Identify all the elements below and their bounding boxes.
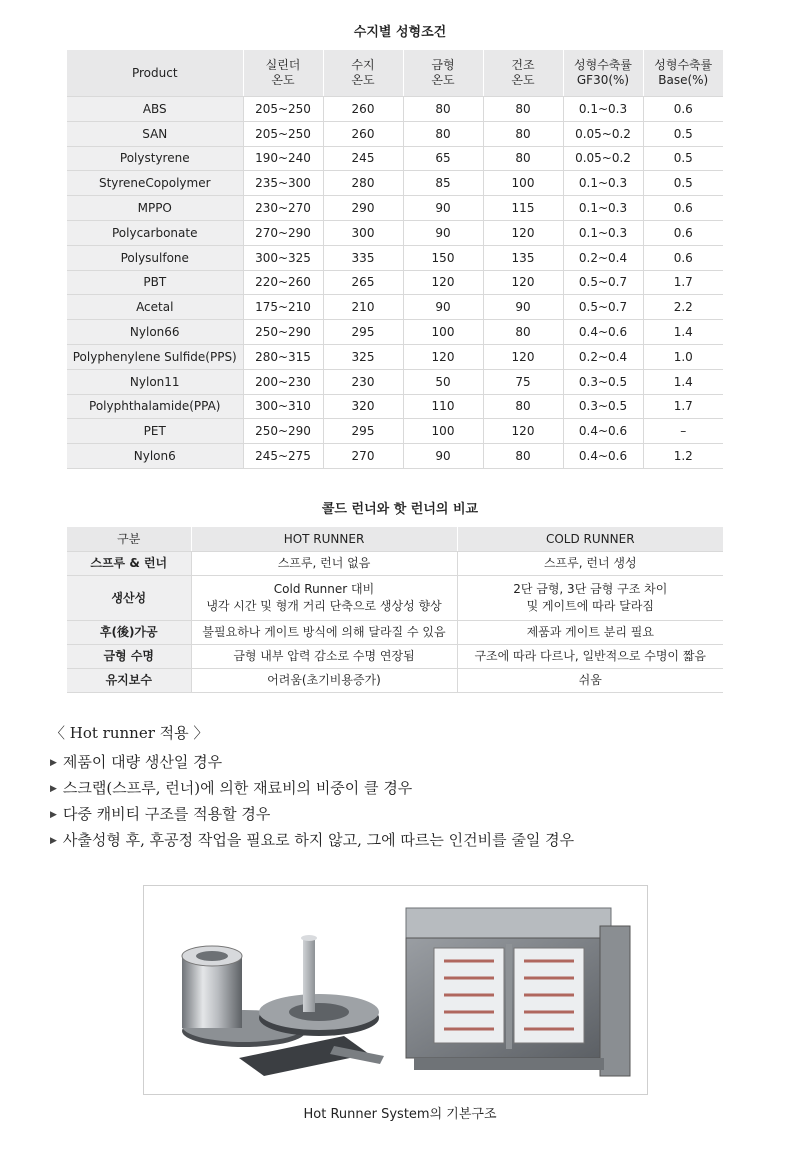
triangle-bullet-icon: ▶ — [50, 810, 57, 820]
table-row — [67, 444, 723, 469]
table-row — [67, 669, 723, 693]
cell-line: 스프루, 런너 생성 — [543, 556, 637, 570]
value-cell: 0.4~0.6 — [563, 419, 643, 444]
table-row — [67, 146, 723, 171]
value-cell: 65 — [403, 146, 483, 171]
value-cell: 80 — [403, 97, 483, 122]
list-item — [50, 801, 574, 827]
cell-line: 쉬움 — [578, 673, 602, 687]
value-cell: 295 — [323, 419, 403, 444]
value-cell: 80 — [403, 121, 483, 146]
value-cell: 260 — [323, 121, 403, 146]
value-cell: 50 — [403, 369, 483, 394]
list-item — [50, 749, 574, 775]
value-cell: 0.5 — [643, 121, 723, 146]
table1-header-cell — [643, 50, 723, 97]
value-cell: 280~315 — [243, 344, 323, 369]
value-cell: 0.6 — [643, 245, 723, 270]
table-row — [67, 121, 723, 146]
value-cell: 115 — [483, 196, 563, 221]
product-name-cell: Nylon6 — [67, 444, 243, 469]
list-item — [50, 827, 574, 853]
value-cell: 0.1~0.3 — [563, 97, 643, 122]
value-cell: – — [643, 419, 723, 444]
value-cell: 120 — [483, 419, 563, 444]
value-cell: 0.4~0.6 — [563, 444, 643, 469]
table1-caption: 수지별 성형조건 — [353, 25, 447, 40]
hot-runner-system-photo — [143, 885, 648, 1095]
table-row — [67, 645, 723, 669]
value-cell: 80 — [483, 121, 563, 146]
table1-header-row — [67, 50, 723, 97]
table-row — [67, 270, 723, 295]
table1-header-cell — [323, 50, 403, 97]
table-row — [67, 552, 723, 576]
value-cell: 0.6 — [643, 196, 723, 221]
header-line: 수지 — [351, 58, 375, 72]
list-item-text: 제품이 대량 생산일 경우 — [62, 753, 223, 771]
cell-line: 불필요하나 게이트 방식에 의해 달라질 수 있음 — [202, 625, 446, 639]
comparison-label-cell: 스프루 & 런너 — [67, 552, 191, 576]
hot-runner-cell — [191, 552, 457, 576]
table1-header-cell — [483, 50, 563, 97]
hot-runner-cell — [191, 621, 457, 645]
value-cell: 300~325 — [243, 245, 323, 270]
value-cell: 270 — [323, 444, 403, 469]
value-cell: 0.05~0.2 — [563, 146, 643, 171]
value-cell: 85 — [403, 171, 483, 196]
value-cell: 90 — [403, 196, 483, 221]
notes-title: 〈 Hot runner 적용 〉 — [50, 724, 209, 742]
hot-runner-illustration — [144, 886, 647, 1094]
product-name-cell: Polycarbonate — [67, 220, 243, 245]
table1-header-cell — [67, 50, 243, 97]
value-cell: 0.1~0.3 — [563, 196, 643, 221]
product-name-cell: Polysulfone — [67, 245, 243, 270]
value-cell: 205~250 — [243, 121, 323, 146]
product-name-cell: Polyphthalamide(PPA) — [67, 394, 243, 419]
value-cell: 120 — [483, 270, 563, 295]
value-cell: 325 — [323, 344, 403, 369]
value-cell: 220~260 — [243, 270, 323, 295]
header-line: 온도 — [431, 73, 455, 87]
product-name-cell: Nylon66 — [67, 320, 243, 345]
value-cell: 245~275 — [243, 444, 323, 469]
table-row — [67, 419, 723, 444]
table-row — [67, 171, 723, 196]
header-line: GF30(%) — [576, 73, 630, 87]
value-cell: 235~300 — [243, 171, 323, 196]
value-cell: 1.4 — [643, 320, 723, 345]
cold-runner-cell — [457, 645, 723, 669]
table-row — [67, 621, 723, 645]
value-cell: 120 — [483, 220, 563, 245]
notes-list — [50, 749, 574, 853]
table1-header-cell — [403, 50, 483, 97]
product-name-cell: SAN — [67, 121, 243, 146]
cold-runner-cell — [457, 552, 723, 576]
value-cell: 300 — [323, 220, 403, 245]
value-cell: 0.5 — [643, 171, 723, 196]
table2-caption: 콜드 런너와 핫 런너의 비교 — [321, 502, 479, 517]
value-cell: 1.7 — [643, 270, 723, 295]
value-cell: 190~240 — [243, 146, 323, 171]
value-cell: 0.1~0.3 — [563, 220, 643, 245]
product-name-cell: ABS — [67, 97, 243, 122]
value-cell: 0.3~0.5 — [563, 394, 643, 419]
value-cell: 0.6 — [643, 220, 723, 245]
hot-runner-cell — [191, 576, 457, 621]
molding-conditions-table — [67, 50, 723, 469]
value-cell: 1.4 — [643, 369, 723, 394]
triangle-bullet-icon: ▶ — [50, 836, 57, 846]
value-cell: 0.05~0.2 — [563, 121, 643, 146]
value-cell: 0.5 — [643, 146, 723, 171]
header-line: Base(%) — [658, 73, 709, 87]
table1-header-cell — [243, 50, 323, 97]
hot-runner-cell — [191, 669, 457, 693]
table-row — [67, 295, 723, 320]
value-cell: 335 — [323, 245, 403, 270]
value-cell: 250~290 — [243, 320, 323, 345]
comparison-label-cell: 금형 수명 — [67, 645, 191, 669]
value-cell: 80 — [483, 97, 563, 122]
table1-header-cell — [563, 50, 643, 97]
value-cell: 0.2~0.4 — [563, 245, 643, 270]
list-item-text: 다중 캐비티 구조를 적용할 경우 — [62, 805, 271, 823]
value-cell: 265 — [323, 270, 403, 295]
product-name-cell: Acetal — [67, 295, 243, 320]
cell-line: 및 게이트에 따라 달라짐 — [526, 599, 654, 613]
product-name-cell: MPPO — [67, 196, 243, 221]
cold-runner-cell — [457, 621, 723, 645]
table2-header-cell: 구분 — [67, 527, 191, 552]
value-cell: 110 — [403, 394, 483, 419]
value-cell: 120 — [403, 344, 483, 369]
hot-runner-cell — [191, 645, 457, 669]
product-name-cell: PBT — [67, 270, 243, 295]
value-cell: 1.0 — [643, 344, 723, 369]
value-cell: 280 — [323, 171, 403, 196]
value-cell: 100 — [403, 419, 483, 444]
list-item-text: 스크랩(스프루, 런너)에 의한 재료비의 비중이 클 경우 — [62, 779, 413, 797]
value-cell: 250~290 — [243, 419, 323, 444]
value-cell: 80 — [483, 320, 563, 345]
product-name-cell: PET — [67, 419, 243, 444]
value-cell: 0.4~0.6 — [563, 320, 643, 345]
value-cell: 90 — [483, 295, 563, 320]
table-row — [67, 369, 723, 394]
product-name-cell: Polystyrene — [67, 146, 243, 171]
table-row — [67, 576, 723, 621]
value-cell: 0.6 — [643, 97, 723, 122]
product-name-cell: Nylon11 — [67, 369, 243, 394]
value-cell: 0.2~0.4 — [563, 344, 643, 369]
list-item-text: 사출성형 후, 후공정 작업을 필요로 하지 않고, 그에 따르는 인건비를 줄일 경우 — [62, 831, 575, 849]
figure-caption: Hot Runner System의 기본구조 — [303, 1107, 497, 1122]
header-line: 성형수축률 — [654, 58, 713, 72]
value-cell: 205~250 — [243, 97, 323, 122]
value-cell: 270~290 — [243, 220, 323, 245]
value-cell: 0.1~0.3 — [563, 171, 643, 196]
table-row — [67, 394, 723, 419]
value-cell: 1.2 — [643, 444, 723, 469]
header-line: Product — [131, 65, 178, 80]
value-cell: 75 — [483, 369, 563, 394]
value-cell: 2.2 — [643, 295, 723, 320]
value-cell: 120 — [403, 270, 483, 295]
hot-runner-notes — [50, 722, 574, 853]
cell-line: 2단 금형, 3단 금형 구조 차이 — [513, 582, 668, 596]
table2-header-cell: HOT RUNNER — [191, 527, 457, 552]
header-line: 온도 — [271, 73, 295, 87]
value-cell: 80 — [483, 444, 563, 469]
cell-line: 구조에 따라 다르나, 일반적으로 수명이 짧음 — [474, 649, 707, 663]
table-row — [67, 245, 723, 270]
value-cell: 0.5~0.7 — [563, 270, 643, 295]
header-line: 금형 — [431, 58, 455, 72]
value-cell: 0.5~0.7 — [563, 295, 643, 320]
value-cell: 80 — [483, 394, 563, 419]
header-line: 성형수축률 — [574, 58, 632, 72]
table-row — [67, 196, 723, 221]
value-cell: 120 — [483, 344, 563, 369]
table-row — [67, 220, 723, 245]
cold-runner-cell — [457, 669, 723, 693]
value-cell: 200~230 — [243, 369, 323, 394]
value-cell: 100 — [403, 320, 483, 345]
value-cell: 320 — [323, 394, 403, 419]
value-cell: 295 — [323, 320, 403, 345]
runner-comparison-table — [67, 527, 723, 693]
value-cell: 90 — [403, 444, 483, 469]
value-cell: 260 — [323, 97, 403, 122]
value-cell: 90 — [403, 220, 483, 245]
table-row — [67, 344, 723, 369]
value-cell: 230 — [323, 369, 403, 394]
comparison-label-cell: 유지보수 — [67, 669, 191, 693]
list-item — [50, 775, 574, 801]
triangle-bullet-icon: ▶ — [50, 758, 57, 768]
cell-line: 제품과 게이트 분리 필요 — [526, 625, 654, 639]
cell-line: 스프루, 런너 없음 — [277, 556, 371, 570]
cell-line: 금형 내부 압력 감소로 수명 연장됨 — [233, 649, 415, 663]
table2-header-cell: COLD RUNNER — [457, 527, 723, 552]
comparison-label-cell: 생산성 — [67, 576, 191, 621]
table-row — [67, 320, 723, 345]
product-name-cell: StyreneCopolymer — [67, 171, 243, 196]
triangle-bullet-icon: ▶ — [50, 784, 57, 794]
value-cell: 290 — [323, 196, 403, 221]
cell-line: 냉각 시간 및 형개 거리 단축으로 생상성 향상 — [206, 599, 442, 613]
table-row — [67, 97, 723, 122]
table2-header-row — [67, 527, 723, 552]
cold-runner-cell — [457, 576, 723, 621]
comparison-label-cell: 후(後)가공 — [67, 621, 191, 645]
value-cell: 175~210 — [243, 295, 323, 320]
value-cell: 135 — [483, 245, 563, 270]
header-line: 실린더 — [265, 58, 301, 72]
header-line: 온도 — [511, 73, 535, 87]
value-cell: 245 — [323, 146, 403, 171]
header-line: 건조 — [511, 58, 535, 72]
value-cell: 80 — [483, 146, 563, 171]
value-cell: 300~310 — [243, 394, 323, 419]
cell-line: 어려움(초기비용증가) — [267, 673, 381, 687]
value-cell: 100 — [483, 171, 563, 196]
cell-line: Cold Runner 대비 — [273, 582, 375, 596]
value-cell: 1.7 — [643, 394, 723, 419]
value-cell: 0.3~0.5 — [563, 369, 643, 394]
value-cell: 150 — [403, 245, 483, 270]
header-line: 온도 — [351, 73, 375, 87]
value-cell: 210 — [323, 295, 403, 320]
value-cell: 230~270 — [243, 196, 323, 221]
product-name-cell: Polyphenylene Sulfide(PPS) — [67, 344, 243, 369]
value-cell: 90 — [403, 295, 483, 320]
